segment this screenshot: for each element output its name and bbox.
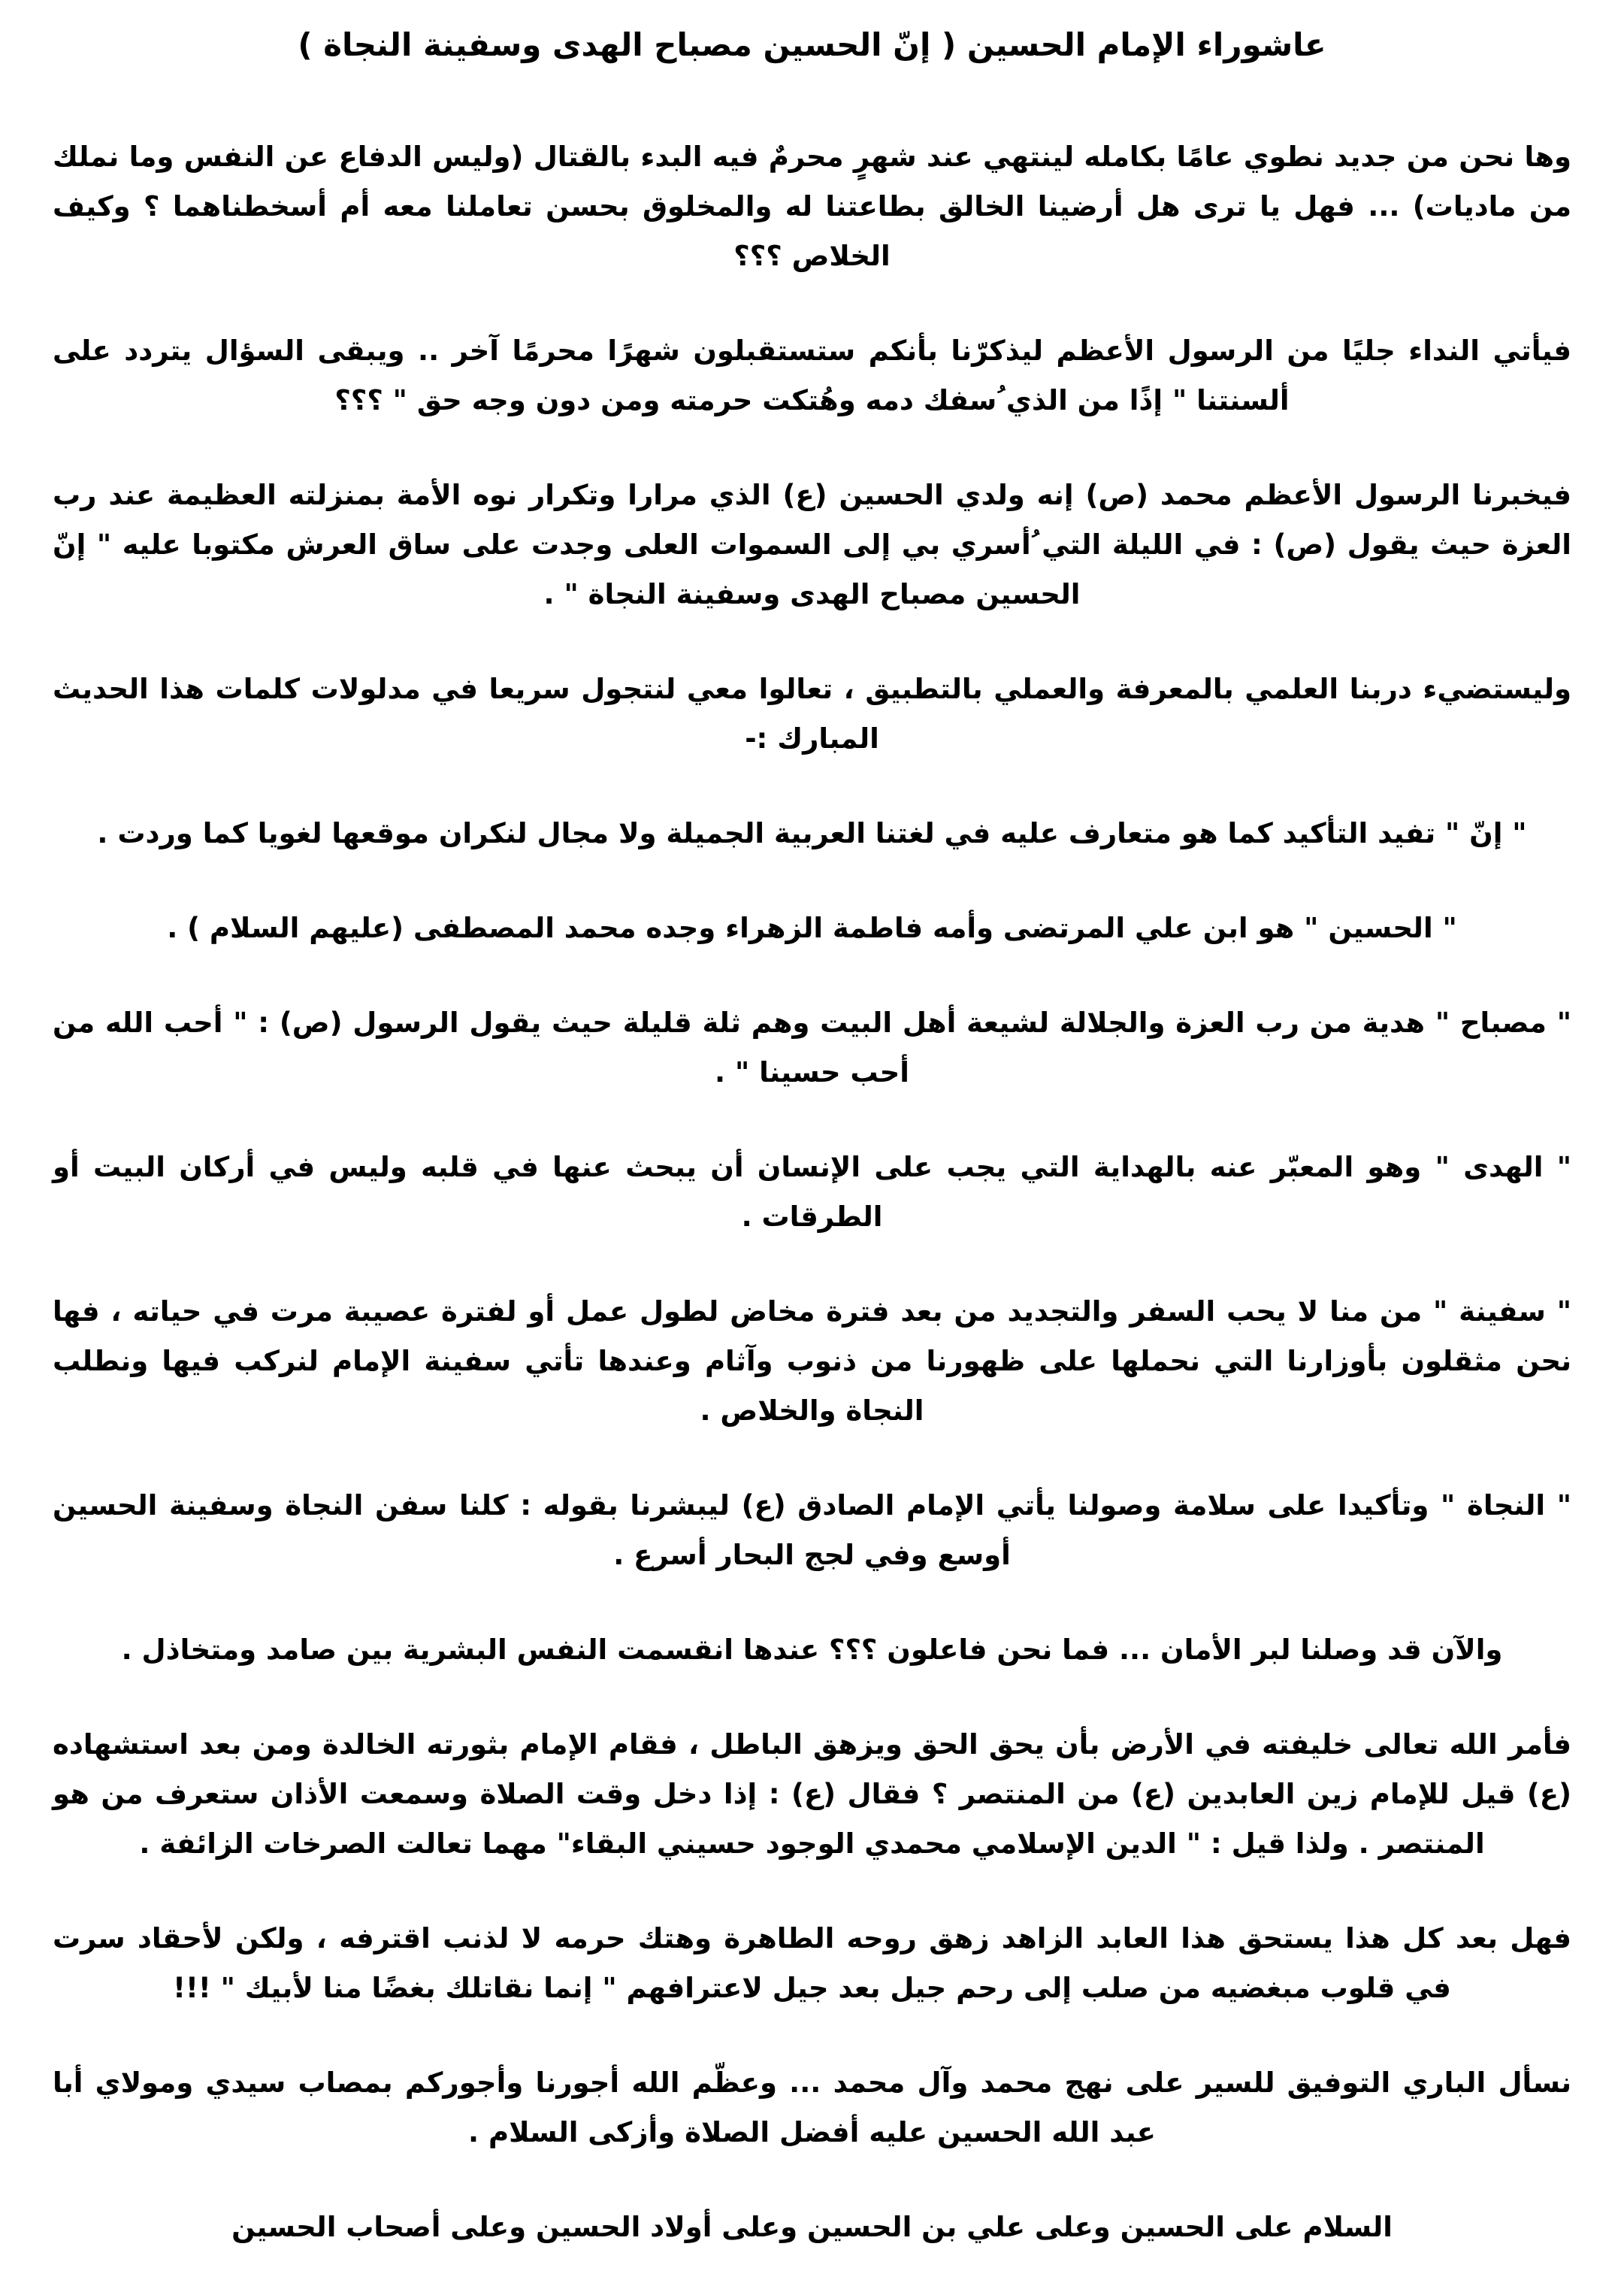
paragraph-word-inna: " إنّ " تفيد التأكيد كما هو متعارف عليه في لغتنا العربية الجميلة ولا مجال لنكران موقعها لغويا كما وردت . bbox=[97, 817, 1527, 849]
paragraph-word-najat: " النجاة " وتأكيدا على سلامة وصولنا يأتي الإمام الصادق (ع) ليبشرنا بقوله : كلنا سفن النجاة وسفينة الحسين أوسع وفي لجج البحار أسرع . bbox=[53, 1489, 1571, 1571]
paragraph-word-huda: " الهدى " وهو المعبّر عنه بالهداية التي يجب على الإنسان أن يبحث عنها في قلبه وليس في أركان البيت أو الطرقات . bbox=[53, 1151, 1571, 1233]
paragraph-call-of-prophet: فيأتي النداء جليًا من الرسول الأعظم ليذكرّنا بأنكم ستستقبلون شهرًا محرمًا آخر .. ويبقى السؤال يتردد على ألسنتنا " إذًا من الذي ُسفك دمه وهُتكت حرمته ومن دون وجه حق " ؟؟؟ bbox=[53, 335, 1571, 416]
paragraph-victory: فأمر الله تعالى خليفته في الأرض بأن يحق الحق ويزهق الباطل ، فقام الإمام بثورته الخالدة ومن بعد استشهاده (ع) قيل للإمام زين العابدين (ع) من المنتصر ؟ فقال (ع) : إذا دخل وقت الصلاة وسمعت الأذان ستعرف من هو المنتصر . ولذا قيل : " الدين الإسلامي محمدي الوجود حسيني البقاء" مهما تعالت الصرخات الزائفة . bbox=[53, 1728, 1571, 1860]
paragraph-intro-year: وها نحن من جديد نطوي عامًا بكامله لينتهي عند شهرٍ محرمٌ فيه البدء بالقتال (وليس الدفاع عن النفس وما نملك من ماديات) ... فهل يا ترى هل أرضينا الخالق بطاعتنا له والمخلوق بحسن تعاملنا معه أم أسخطناهما ؟ وكيف الخلاص ؟؟؟ bbox=[53, 141, 1571, 272]
paragraph-question-now: والآن قد وصلنا لبر الأمان ... فما نحن فاعلون ؟؟؟ عندها انقسمت النفس البشرية بين صامد ومتخاذل . bbox=[121, 1634, 1503, 1666]
paragraph-word-safina: " سفينة " من منا لا يحب السفر والتجديد من بعد فترة مخاض لطول عمل أو لفترة عصيبة مرت في حياته ، فها نحن مثقلون بأوزارنا التي نحملها على ظهورنا من ذنوب وآثام وعندها تأتي سفينة الإمام لنركب فيها ونطلب النجاة والخلاص . bbox=[53, 1295, 1571, 1427]
document-title: عاشوراء الإمام الحسين ( إنّ الحسين مصباح الهدى وسفينة النجاة ) bbox=[298, 26, 1326, 63]
paragraph-supplication: نسأل الباري التوفيق للسير على نهج محمد وآل محمد ... وعظّم الله أجورنا وأجوركم بمصاب سيدي ومولاي أبا عبد الله الحسين عليه أفضل الصلاة وأزكى السلام . bbox=[53, 2067, 1571, 2148]
paragraph-word-misbah: " مصباح " هدية من رب العزة والجلالة لشيعة أهل البيت وهم ثلة قليلة حيث يقول الرسول (ص) : " أحب الله من أحب حسينا " . bbox=[53, 1007, 1571, 1089]
paragraph-word-hussein: " الحسين " هو ابن علي المرتضى وأمه فاطمة الزهراء وجده محمد المصطفى (عليهم السلام ) . bbox=[167, 912, 1457, 944]
paragraph-salutation: السلام على الحسين وعلى علي بن الحسين وعلى أولاد الحسين وعلى أصحاب الحسين bbox=[231, 2211, 1393, 2243]
paragraph-hadith-throne: فيخبرنا الرسول الأعظم محمد (ص) إنه ولدي الحسين (ع) الذي مرارا وتكرار نوه الأمة بمنزلته العظيمة عند رب العزة حيث يقول (ص) : في الليلة التي ُأسري بي إلى السموات العلى وجدت على ساق العرش مكتوبا عليه " إنّ الحسين مصباح الهدى وسفينة النجاة " . bbox=[53, 479, 1571, 610]
paragraph-grudges: فهل بعد كل هذا يستحق هذا العابد الزاهد زهق روحه الطاهرة وهتك حرمه لا لذنب اقترفه ، ولكن لأحقاد سرت في قلوب مبغضيه من صلب إلى رحم جيل بعد جيل لاعترافهم " إنما نقاتلك بغضًا منا لأبيك " !!! bbox=[53, 1922, 1571, 2004]
paragraph-tour-invitation: وليستضيء دربنا العلمي بالمعرفة والعملي بالتطبيق ، تعالوا معي لنتجول سريعا في مدلولات كلمات هذا الحديث المبارك :- bbox=[53, 673, 1571, 755]
